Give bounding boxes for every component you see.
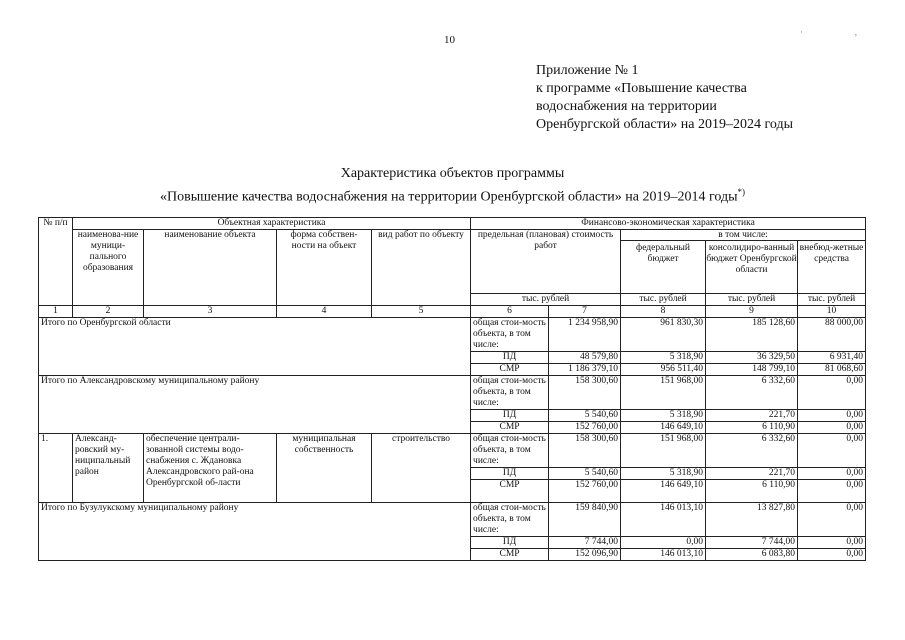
object-num: 1. [39, 434, 73, 503]
cell-value: 1 186 379,10 [549, 364, 621, 376]
header-municipality: наименова-ние муници-пального образования [73, 230, 144, 306]
scan-marks: · , [800, 27, 857, 37]
cell-value: 0,00 [798, 503, 866, 537]
cell-value: 88 000,00 [798, 318, 866, 352]
table-row [39, 318, 866, 352]
header-object-name: наименование объекта [144, 230, 277, 306]
cell-value: 6 931,40 [798, 352, 866, 364]
section-title: Итого по Оренбургской области [39, 318, 471, 376]
header-num: № п/п [39, 218, 73, 306]
header-ownership: форма собствен-ности на объект [277, 230, 372, 306]
header-group-object: Объектная характеристика [73, 218, 471, 230]
row-label: СМР [471, 364, 549, 376]
cell-value: 6 110,90 [706, 480, 798, 503]
cell-value: 6 110,90 [706, 422, 798, 434]
header-including: в том числе: [621, 230, 865, 241]
cell-value: 6 332,60 [706, 434, 798, 468]
cell-value: 6 083,80 [706, 549, 798, 561]
col-number: 5 [372, 306, 471, 318]
footnote-mark: *) [737, 187, 745, 197]
objects-table [38, 217, 866, 561]
header-consolidated: консолидиро-ванный бюджет Оренбургской области [706, 241, 798, 293]
appendix-line: к программе «Повышение качества [536, 81, 747, 96]
cell-value: 221,70 [706, 468, 798, 480]
cell-value: 961 830,30 [621, 318, 706, 352]
row-label: общая стои-мость объекта, в том числе: [471, 318, 549, 352]
section-title: Итого по Александровскому муниципальному району [39, 376, 471, 434]
cell-value: 36 329,50 [706, 352, 798, 364]
table-row [39, 376, 866, 410]
col-number: 2 [73, 306, 144, 318]
table-row [39, 434, 866, 468]
header-group-finance: Финансово-экономическая характеристика [471, 218, 866, 230]
unit-label: тыс. рублей [471, 294, 621, 306]
row-label: общая стои-мость объекта, в том числе: [471, 376, 549, 410]
cell-value: 5 540,60 [549, 410, 621, 422]
appendix-line: Оренбургской области» на 2019–2024 годы [536, 117, 793, 132]
col-number: 7 [549, 306, 621, 318]
object-ownership: муниципальная собственность [277, 434, 372, 503]
cell-value: 148 799,10 [706, 364, 798, 376]
row-label: ПД [471, 468, 549, 480]
cell-value: 151 968,00 [621, 376, 706, 410]
cell-value: 146 649,10 [621, 422, 706, 434]
cell-value: 152 096,90 [549, 549, 621, 561]
row-label: СМР [471, 480, 549, 503]
col-number: 8 [621, 306, 706, 318]
page-number: 10 [444, 34, 455, 46]
cell-value: 5 540,60 [549, 468, 621, 480]
row-label: СМР [471, 422, 549, 434]
cell-value: 0,00 [798, 537, 866, 549]
cell-value: 185 128,60 [706, 318, 798, 352]
cell-value: 81 068,60 [798, 364, 866, 376]
cell-value: 0,00 [798, 549, 866, 561]
row-label: общая стои-мость объекта, в том числе: [471, 434, 549, 468]
col-number: 9 [706, 306, 798, 318]
col-number: 6 [471, 306, 549, 318]
col-number: 10 [798, 306, 866, 318]
cell-value: 152 760,00 [549, 422, 621, 434]
appendix-line: водоснабжения на территории [536, 99, 717, 114]
col-number: 3 [144, 306, 277, 318]
cell-value: 0,00 [621, 537, 706, 549]
cell-value: 1 234 958,90 [549, 318, 621, 352]
appendix-line: Приложение № 1 [536, 63, 639, 78]
row-label: общая стои-мость объекта, в том числе: [471, 503, 549, 537]
cell-value: 152 760,00 [549, 480, 621, 503]
cell-value: 956 511,40 [621, 364, 706, 376]
header-extrabudget: внебюд-жетные средства [799, 243, 864, 264]
object-work-type: строительство [372, 434, 471, 503]
row-label: ПД [471, 410, 549, 422]
cell-value: 0,00 [798, 480, 866, 503]
cell-value: 5 318,90 [621, 468, 706, 480]
cell-value: 146 649,10 [621, 480, 706, 503]
header-work-type: вид работ по объекту [372, 230, 471, 306]
cell-value: 159 840,90 [549, 503, 621, 537]
cell-value: 7 744,00 [549, 537, 621, 549]
cell-value: 146 013,10 [621, 503, 706, 537]
table-row [39, 503, 866, 537]
section-title: Итого по Бузулукскому муниципальному району [39, 503, 471, 561]
col-number: 1 [39, 306, 73, 318]
cell-value: 0,00 [798, 422, 866, 434]
unit-label: тыс. рублей [621, 294, 706, 306]
cell-value: 0,00 [798, 434, 866, 468]
unit-label: тыс. рублей [798, 294, 866, 306]
cell-value: 151 968,00 [621, 434, 706, 468]
cell-value: 0,00 [798, 376, 866, 410]
document-title [40, 164, 865, 207]
cell-value: 7 744,00 [706, 537, 798, 549]
cell-value: 0,00 [798, 468, 866, 480]
row-label: ПД [471, 352, 549, 364]
object-municipality: Александ-ровский му-ниципальный район [73, 434, 144, 503]
col-number: 4 [277, 306, 372, 318]
appendix-header [536, 62, 793, 134]
cell-value: 5 318,90 [621, 410, 706, 422]
row-label: СМР [471, 549, 549, 561]
title-line: «Повышение качества водоснабжения на территории Оренбургской области» на 2019–2014 годы*) [160, 187, 745, 205]
cell-value: 13 827,80 [706, 503, 798, 537]
cell-value: 221,70 [706, 410, 798, 422]
cell-value: 6 332,60 [706, 376, 798, 410]
header-federal: федеральный бюджет [621, 241, 706, 293]
cell-value: 146 013,10 [621, 549, 706, 561]
cell-value: 0,00 [798, 410, 866, 422]
title-line: Характеристика объектов программы [340, 166, 565, 181]
cell-value: 48 579,80 [549, 352, 621, 364]
unit-label: тыс. рублей [706, 294, 798, 306]
row-label: ПД [471, 537, 549, 549]
cell-value: 158 300,60 [549, 376, 621, 410]
cell-value: 158 300,60 [549, 434, 621, 468]
header-limit-cost: предельная (плановая) стоимость работ [471, 230, 621, 294]
cell-value: 5 318,90 [621, 352, 706, 364]
object-name: обеспечение централи-зованной системы водо-снабжения с. Ждановка Александровского рай-она Оренбургской об-ласти [144, 434, 277, 503]
